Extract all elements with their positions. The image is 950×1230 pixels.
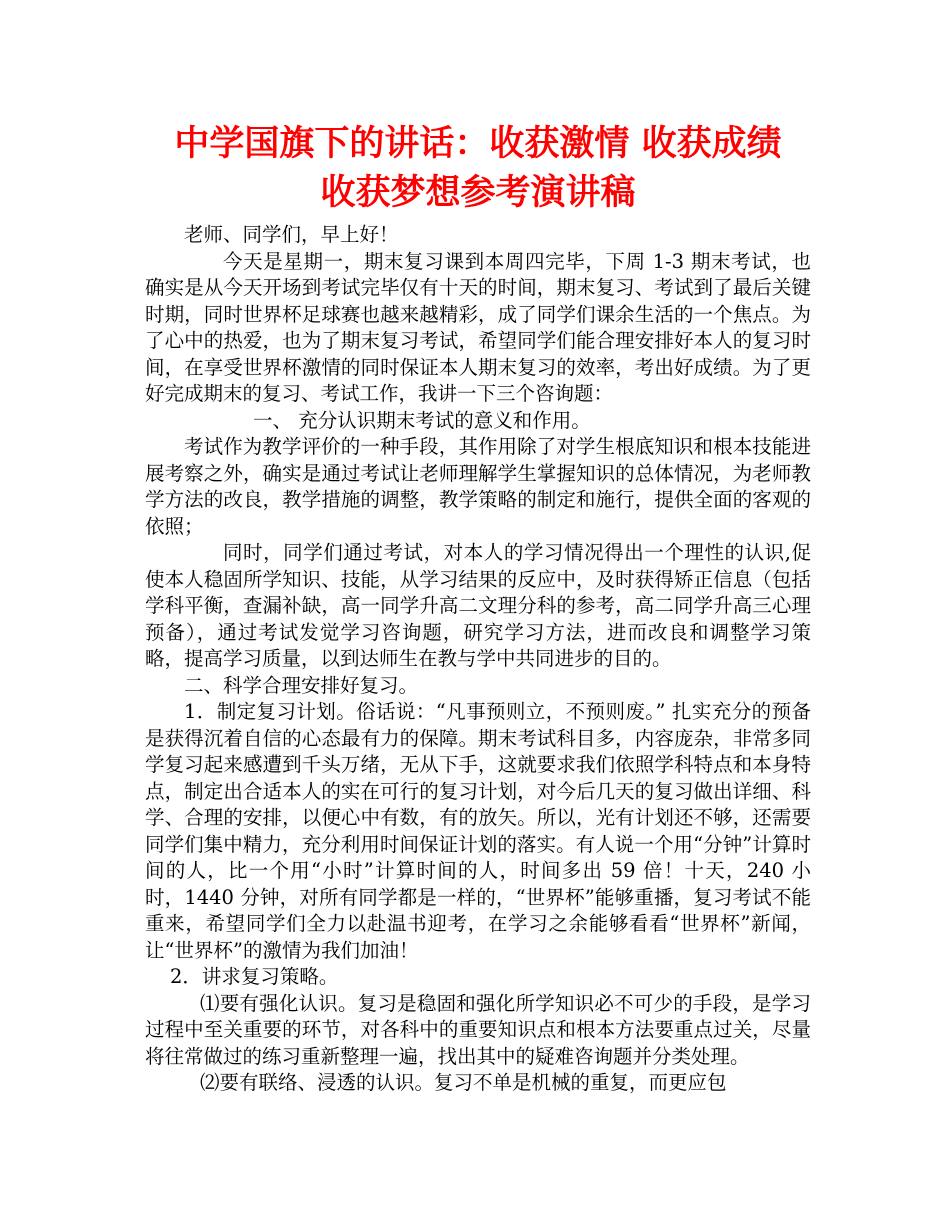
greeting-paragraph: 老师、同学们，早上好！ — [184, 223, 399, 246]
connection-awareness-paragraph: ⑵要有联络、浸透的认识。复习不单是机械的重复，而更应包 — [200, 1071, 727, 1094]
document-title — [145, 120, 811, 218]
exam-purpose-paragraph: 考试作为教学评价的一种手段，其作用除了对学生根底知识和根本技能进展考察之外，确实是通过考试让老师理解学生掌握知识的总体情况，为老师教学方法的改良，教学措施的调整，教学策略的制定和施行，提供全面的客观的依照； — [145, 435, 811, 538]
document-page — [145, 120, 811, 1097]
intro-paragraph: 今天是星期一，期末复习课到本周四完毕，下周 1-3 期末考试，也确实是从今天开场到考试完毕仅有十天的时间，期末复习、考试到了最后关键时期，同时世界杯足球赛也越来越精彩，成了同学们课余生活的一个焦点。为了心中的热爱，也为了期末复习考试，希望同学们能合理安排好本人的复习时间，在享受世界杯激情的同时保证本人期末复习的效率，考出好成绩。为了更好完成期末的复习、考试工作，我讲一下三个咨询题： — [145, 249, 811, 405]
title-line-1: 中学国旗下的讲话：收获激情 收获成绩 — [174, 124, 782, 164]
title-line-2: 收获梦想参考演讲稿 — [320, 173, 636, 213]
review-strategy-heading: 2．讲求复习策略。 — [170, 965, 339, 988]
section-heading-1: 一、 充分认识期末考试的意义和作用。 — [253, 408, 591, 432]
document-body — [145, 222, 811, 1097]
review-plan-paragraph: 1．制定复习计划。俗话说：“凡事预则立，不预则废。” 扎实充分的预备是获得沉着自信的心态最有力的保障。期末考试科目多，内容庞杂，非常多同学复习起来感遭到千头万绪，无从下手，这就要求我们依照学科特点和本身特点，制定出合适本人的实在可行的复习计划，对今后几天的复习做出详细、科学、合理的安排，以便心中有数，有的放矢。所以，光有计划还不够，还需要同学们集中精力，充分利用时间保证计划的落实。有人说一个用“分钟”计算时间的人，比一个用“小时”计算时间的人，时间多出 59 倍！十天，240 小时，1440 分钟，对所有同学都是一样的，“世界杯”能够重播，复习考试不能重来，希望同学们全力以赴温书迎考，在学习之余能够看看“世界杯”新闻，让“世界杯”的激情为我们加油！ — [145, 700, 811, 962]
strengthen-awareness-paragraph: ⑴要有强化认识。复习是稳固和强化所学知识必不可少的手段，是学习过程中至关重要的环节，对各科中的重要知识点和根本方法要重点过关，尽量将往常做过的练习重新整理一遍，找出其中的疑难咨询题并分类处理。 — [145, 991, 811, 1068]
section-heading-2: 二、科学合理安排好复习。 — [184, 673, 419, 697]
student-benefit-paragraph: 同时，同学们通过考试，对本人的学习情况得出一个理性的认识,促使本人稳固所学知识、技能，从学习结果的反应中，及时获得矫正信息（包括学科平衡，查漏补缺，高一同学升高二文理分科的参考，高二同学升高三心理预备），通过考试发觉学习咨询题，研究学习方法，进而改良和调整学习策略，提高学习质量，以到达师生在教与学中共同进步的目的。 — [145, 541, 811, 670]
